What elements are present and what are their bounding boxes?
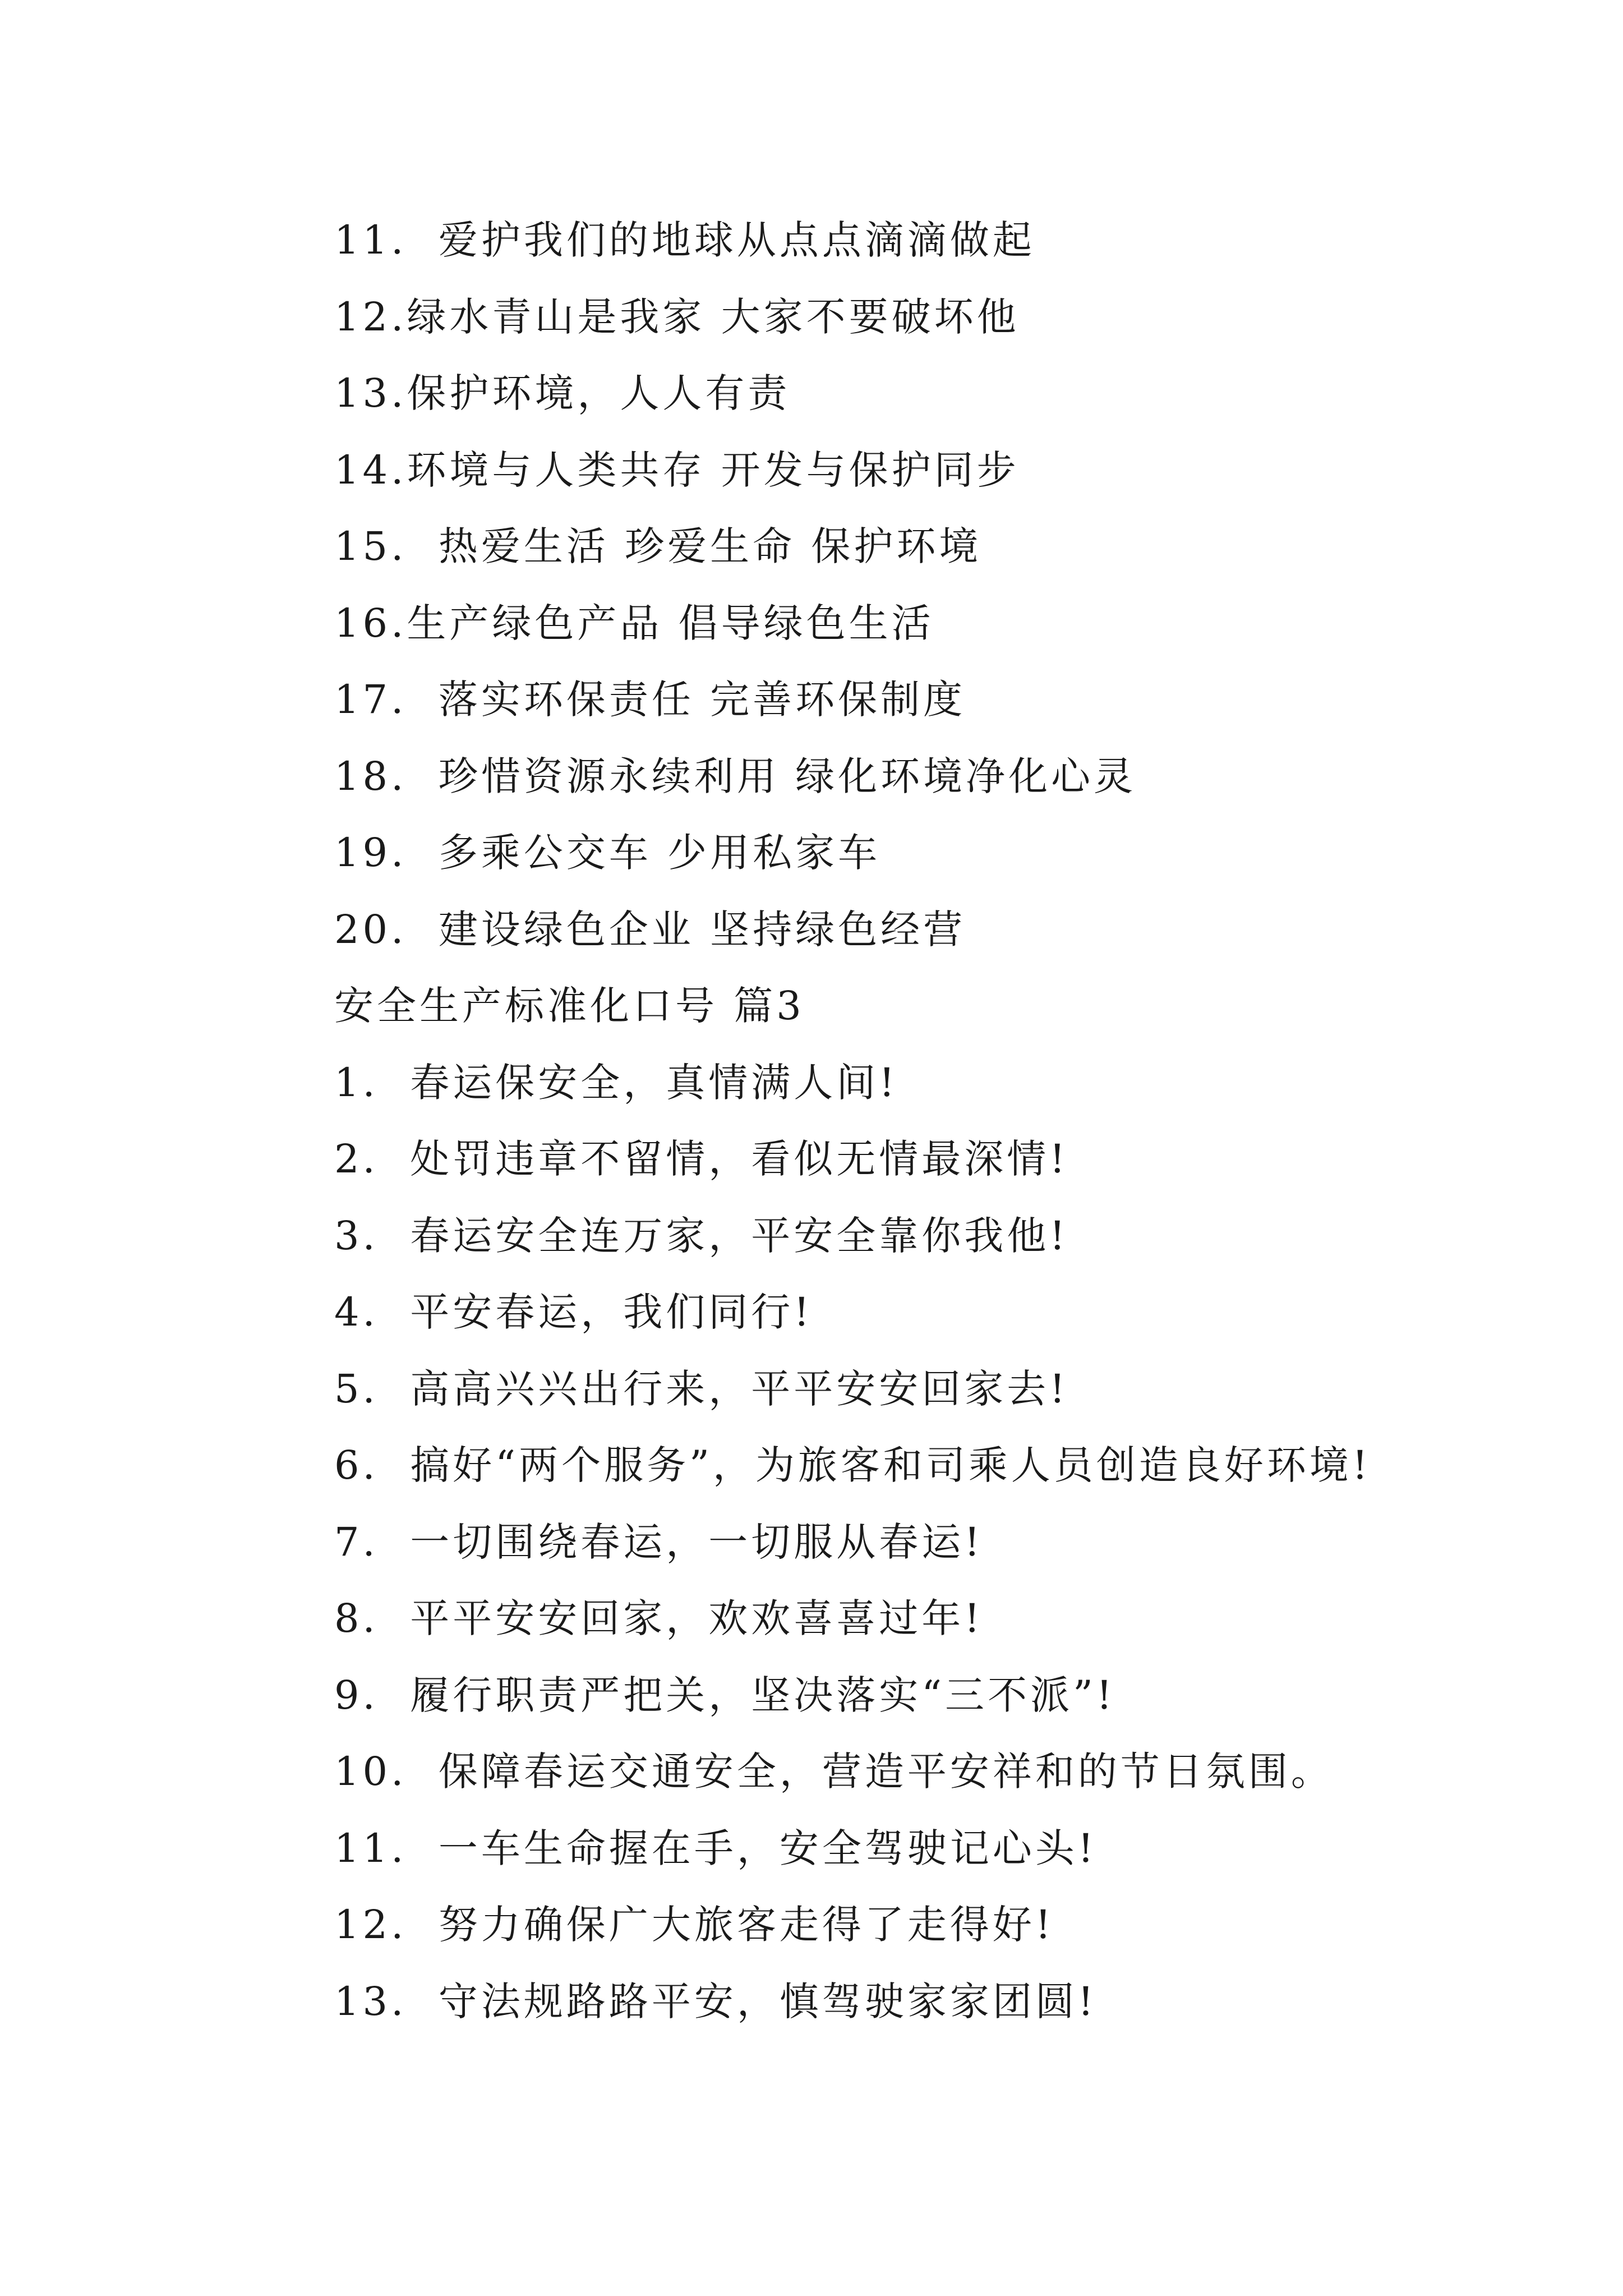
text-line: 12.绿水青山是我家 大家不要破坏他 (334, 293, 1020, 340)
text-line: 20. 建设绿色企业 坚持绿色经营 (334, 906, 966, 953)
section-heading: 安全生产标准化口号 篇3 (334, 983, 805, 1029)
text-line: 4. 平安春运，我们同行! (334, 1289, 813, 1335)
text-line: 6. 搞好“两个服务”，为旅客和司乘人员创造良好环境! (334, 1442, 1371, 1488)
text-line: 14.环境与人类共存 开发与保护同步 (334, 447, 1020, 493)
text-line: 5. 高高兴兴出行来，平平安安回家去! (334, 1365, 1069, 1412)
text-line: 19. 多乘公交车 少用私家车 (334, 830, 881, 876)
text-line: 17. 落实环保责任 完善环保制度 (334, 677, 966, 723)
text-line: 15. 热爱生活 珍爱生命 保护环境 (334, 523, 982, 569)
text-line: 12. 努力确保广大旅客走得了走得好! (334, 1902, 1054, 1948)
text-line: 2. 处罚违章不留情，看似无情最深情! (334, 1136, 1069, 1182)
text-line: 7. 一切围绕春运，一切服从春运! (334, 1519, 984, 1565)
text-line: 18. 珍惜资源永续利用 绿化环境净化心灵 (334, 753, 1137, 799)
text-line: 8. 平平安安回家，欢欢喜喜过年! (334, 1595, 984, 1641)
text-line: 16.生产绿色产品 倡导绿色生活 (334, 600, 934, 646)
document-body (334, 202, 1534, 2040)
text-line: 11. 一车生命握在手，安全驾驶记心头! (334, 1825, 1097, 1871)
text-line: 13. 守法规路路平安，慎驾驶家家团圆! (334, 1978, 1097, 2024)
text-line: 1. 春运保安全，真情满人间! (334, 1059, 898, 1106)
text-line: 11. 爱护我们的地球从点点滴滴做起 (334, 217, 1035, 263)
text-line: 3. 春运安全连万家，平安全靠你我他! (334, 1212, 1069, 1259)
text-line: 10. 保障春运交通安全，营造平安祥和的节日氛围。 (334, 1749, 1334, 1795)
text-line: 13.保护环境，人人有责 (334, 370, 791, 416)
text-line: 9. 履行职责严把关，坚决落实“三不派”! (334, 1672, 1115, 1718)
